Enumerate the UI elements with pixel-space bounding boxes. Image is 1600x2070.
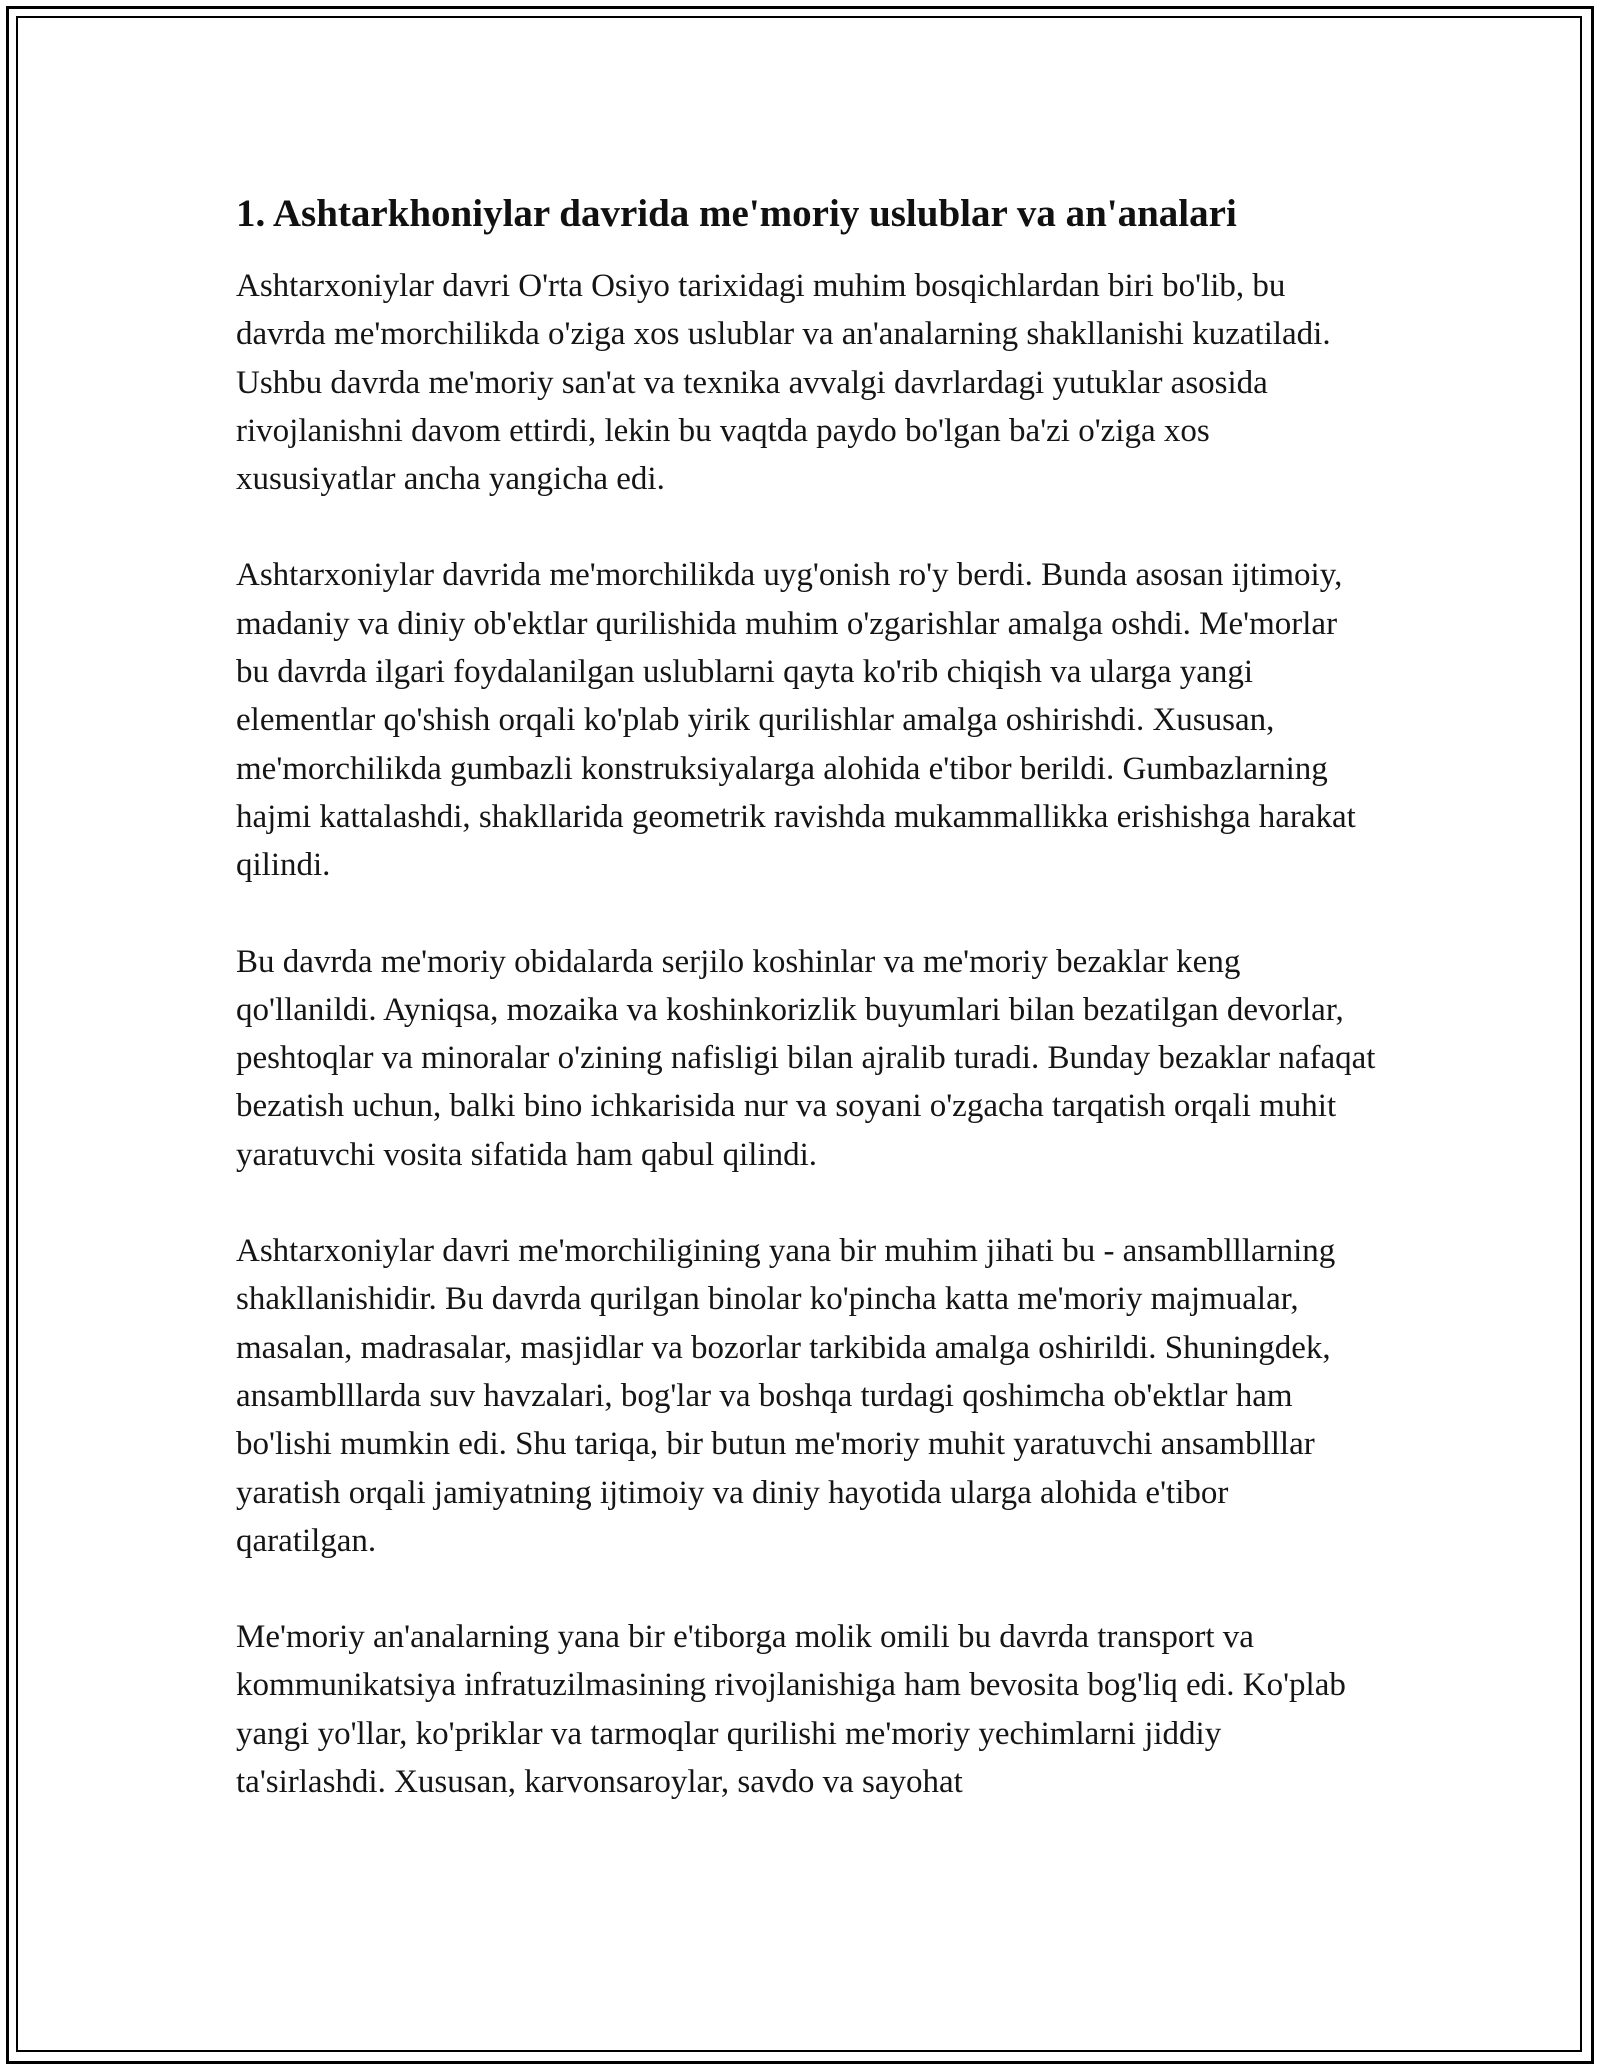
paragraph-1: Ashtarxoniylar davri O'rta Osiyo tarixidagi muhim bosqichlardan biri bo'lib, bu davrda me'morchilikda o'ziga xos uslublar va an'analarning shakllanishi kuzatiladi. Ushbu davrda me'moriy san'at va texnika avvalgi davrlardagi yutuklar asosida rivojlanishni davom ettirdi, lekin bu vaqtda paydo bo'lgan ba'zi o'ziga xos xususiyatlar ancha yangicha edi. bbox=[236, 268, 1331, 498]
section-heading: 1. Ashtarkhoniylar davrida me'moriy uslublar va an'analari bbox=[236, 192, 1237, 235]
paragraph-4: Ashtarxoniylar davri me'morchiligining yana bir muhim jihati bu - ansamblllarning shakllanishidir. Bu davrda qurilgan binolar ko'pincha katta me'moriy majmualar, masalan, madrasalar, masjidlar va bozorlar tarkibida amalga oshirildi. Shuningdek, ansamblllarda suv havzalari, bog'lar va boshqa turdagi qoshimcha ob'ektlar ham bo'lishi mumkin edi. Shu tariqa, bir butun me'moriy muhit yaratuvchi ansamblllar yaratish orqali jamiyatning ijtimoiy va diniy hayotida ularga alohida e'tibor qaratilgan. bbox=[236, 1233, 1336, 1559]
paragraph-3: Bu davrda me'moriy obidalarda serjilo koshinlar va me'moriy bezaklar keng qo'llanildi. Ayniqsa, mozaika va koshinkorizlik buyumlari bilan bezatilgan devorlar, peshtoqlar va minoralar o'zining nafisligi bilan ajralib turadi. Bunday bezaklar nafaqat bezatish uchun, balki bino ichkarisida nur va soyani o'zgacha tarqatish orqali muhit yaratuvchi vosita sifatida ham qabul qilindi. bbox=[236, 943, 1376, 1173]
document-body bbox=[236, 188, 1376, 1854]
paragraph-5: Me'moriy an'analarning yana bir e'tiborga molik omili bu davrda transport va kommunikatsiya infratuzilmasining rivojlanishiga ham bevosita bog'liq edi. Ko'plab yangi yo'llar, ko'priklar va tarmoqlar qurilishi me'moriy yechimlarni jiddiy ta'sirlashdi. Xususan, karvonsaroylar, savdo va sayohat bbox=[236, 1619, 1346, 1801]
paragraph-2: Ashtarxoniylar davrida me'morchilikda uyg'onish ro'y berdi. Bunda asosan ijtimoiy, madaniy va diniy ob'ektlar qurilishida muhim o'zgarishlar amalga oshdi. Me'morlar bu davrda ilgari foydalanilgan uslublarni qayta ko'rib chiqish va ularga yangi elementlar qo'shish orqali ko'plab yirik qurilishlar amalga oshirishdi. Xususan, me'morchilikda gumbazli konstruksiyalarga alohida e'tibor berildi. Gumbazlarning hajmi kattalashdi, shakllarida geometrik ravishda mukammallikka erishishga harakat qilindi. bbox=[236, 557, 1356, 884]
